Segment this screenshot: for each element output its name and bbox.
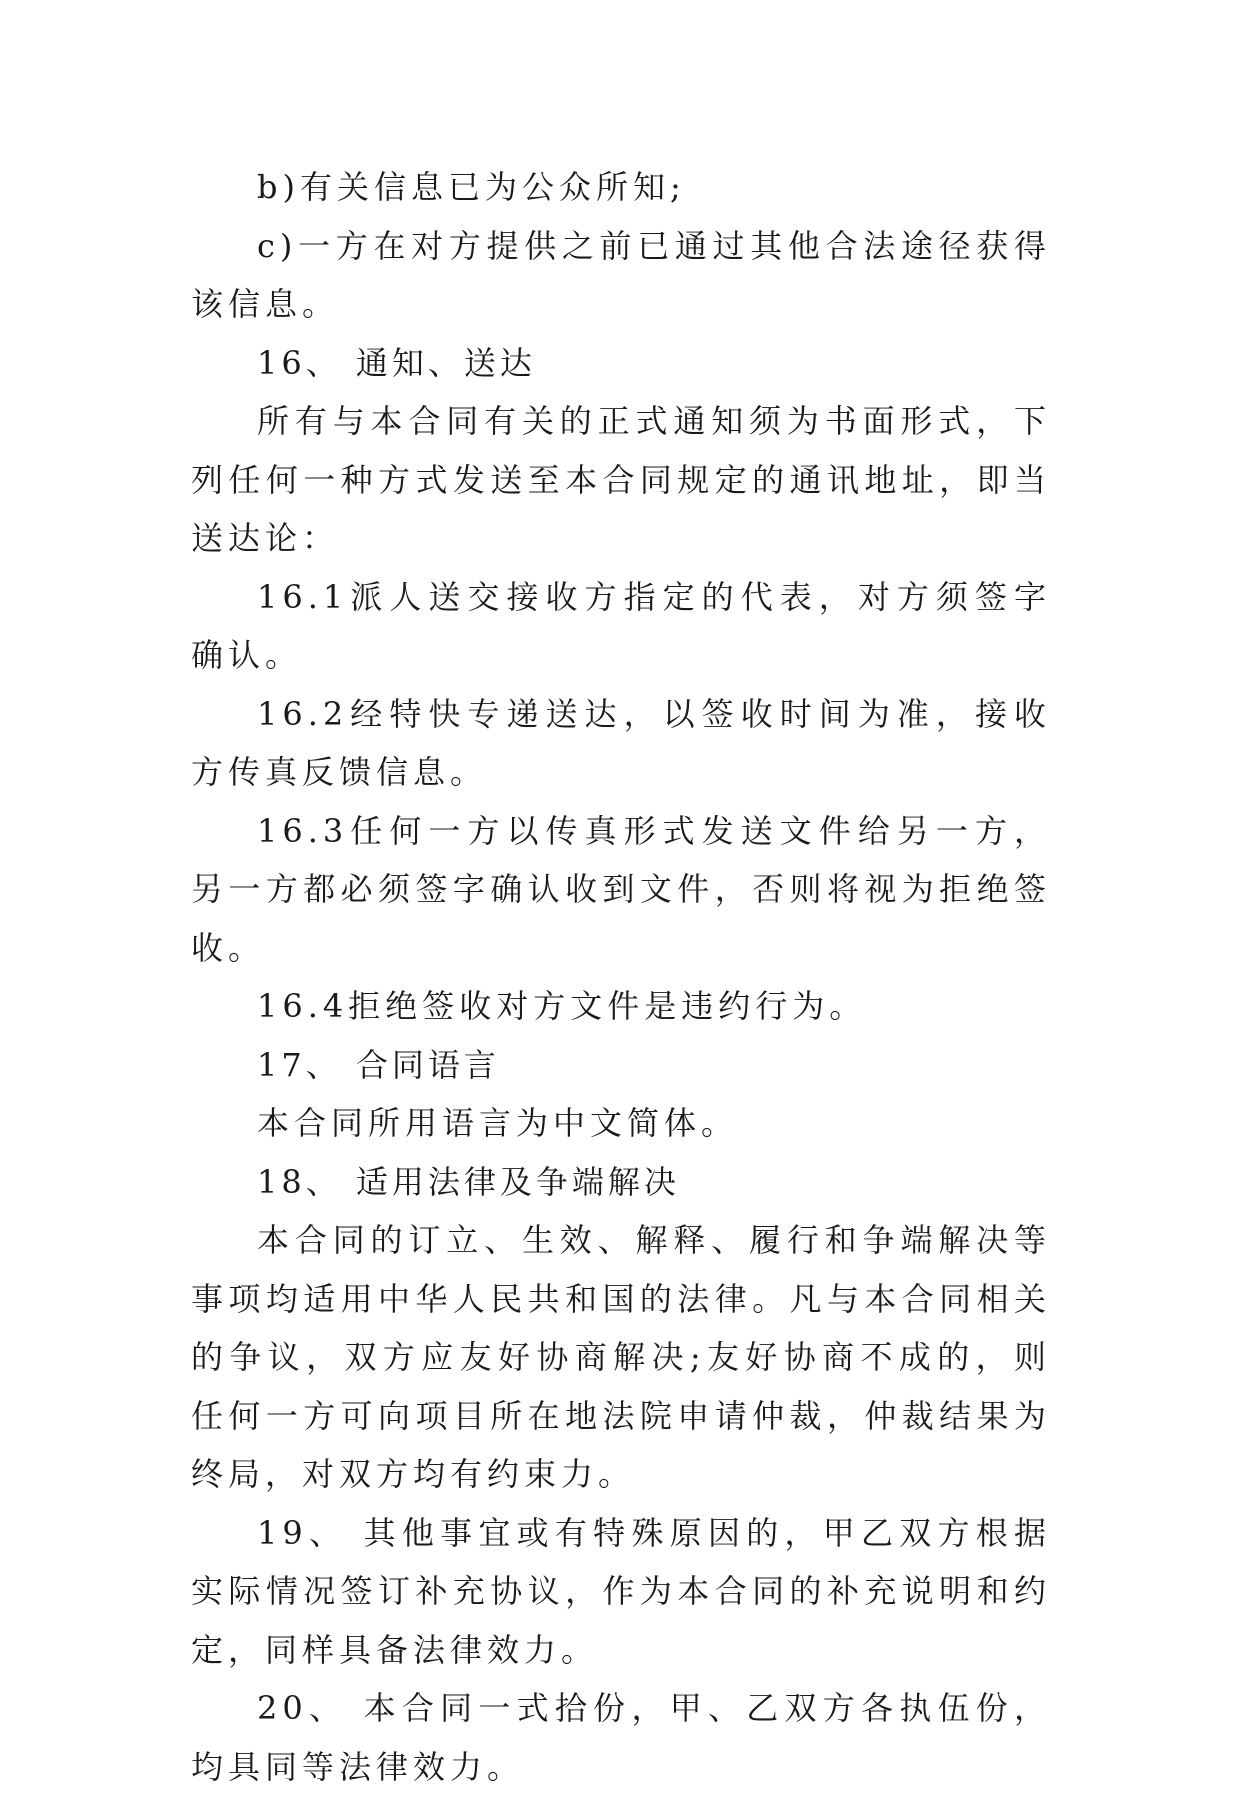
clause-15-item-b: b)有关信息已为公众所知; — [257, 168, 686, 206]
clause-19: 19、 其他事宜或有特殊原因的，甲乙双方根据实际情况签订补充协议，作为本合同的补充说明和约定，同样具备法律效力。 — [191, 1513, 1051, 1669]
clause-18-body: 本合同的订立、生效、解释、履行和争端解决等事项均适用中华人民共和国的法律。凡与本合同相关的争议，双方应友好协商解决;友好协商不成的，则任何一方可向项目所在地法院申请仲裁，仲裁结果为终局，对双方均有约束力。 — [191, 1221, 1051, 1493]
clause-18-heading: 18、 适用法律及争端解决 — [257, 1162, 680, 1201]
clause-16-2: 16.2经特快专递送达，以签收时间为准，接收方传真反馈信息。 — [191, 694, 1051, 791]
clause-16-1: 16.1派人送交接收方指定的代表，对方须签字确认。 — [191, 577, 1051, 674]
clause-16-4: 16.4拒绝签收对方文件是违约行为。 — [257, 987, 867, 1025]
clause-16-heading: 16、 通知、送达 — [257, 343, 536, 382]
clause-20: 20、 本合同一式拾份，甲、乙双方各执伍份，均具同等法律效力。 — [191, 1689, 1051, 1786]
clause-16-intro: 所有与本合同有关的正式通知须为书面形式，下列任何一种方式发送至本合同规定的通讯地址，即当送达论： — [191, 402, 1051, 557]
clause-17-body: 本合同所用语言为中文简体。 — [257, 1104, 739, 1142]
document-body — [191, 158, 1051, 1796]
clause-15-item-c: c)一方在对方提供之前已通过其他合法途径获得该信息。 — [191, 226, 1051, 323]
clause-16-3: 16.3任何一方以传真形式发送文件给另一方，另一方都必须签字确认收到文件，否则将视为拒绝签收。 — [191, 811, 1051, 967]
clause-17-heading: 17、 合同语言 — [257, 1045, 500, 1084]
